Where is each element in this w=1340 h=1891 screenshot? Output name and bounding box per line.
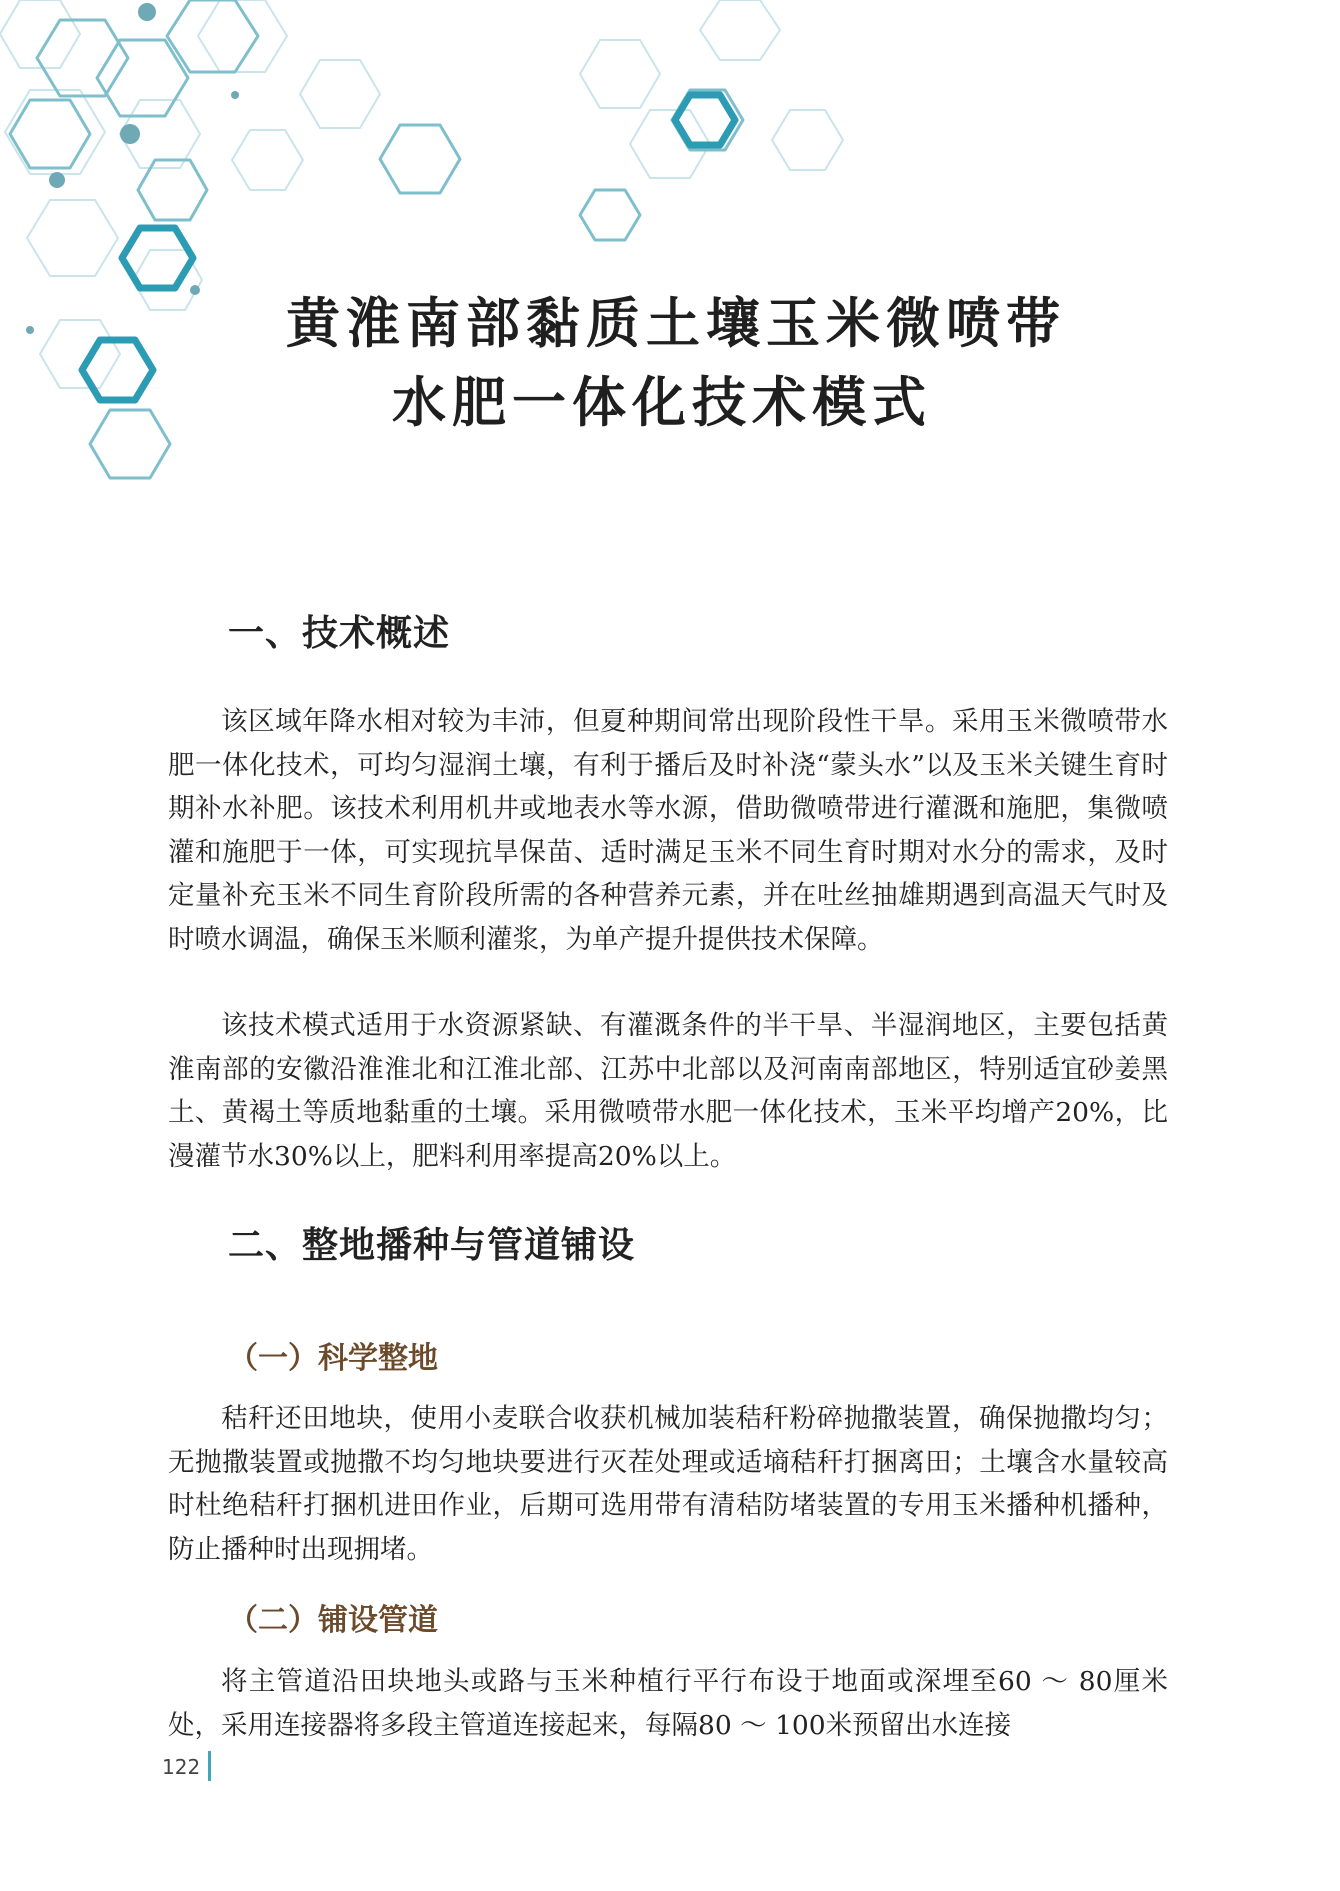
paragraph-land-prep: 秸秆还田地块，使用小麦联合收获机械加装秸秆粉碎抛撒装置，确保抛撒均匀；无抛撒装置或抛撒不均匀地块要进行灭茬处理或适墒秸秆打捆离田；土壤含水量较高时杜绝秸秆打捆机进田作业，后期可选用带有清秸防堵装置的专用玉米播种机播种，防止播种时出现拥堵。: [168, 1403, 1168, 1565]
paragraph-overview-2: 该技术模式适用于水资源紧缺、有灌溉条件的半干旱、半湿润地区，主要包括黄淮南部的安徽沿淮淮北和江淮北部、江苏中北部以及河南南部地区，特别适宜砂姜黑土、黄褐土等质地黏重的土壤。采用微喷带水肥一体化技术，玉米平均增产20%，比漫灌节水30%以上，肥料利用率提高20%以上。: [168, 1010, 1168, 1172]
subsection-heading-land-prep: （一）科学整地: [228, 1341, 438, 1376]
subsection-heading-pipe-laying: （二）铺设管道: [228, 1603, 438, 1638]
page-title-line-2: 水肥一体化技术模式: [392, 370, 932, 434]
paragraph-overview-1: 该区域年降水相对较为丰沛，但夏种期间常出现阶段性干旱。采用玉米微喷带水肥一体化技术，可均匀湿润土壤，有利于播后及时补浇“蒙头水”以及玉米关键生育时期补水补肥。该技术利用机井或地表水等水源，借助微喷带进行灌溉和施肥，集微喷灌和施肥于一体，可实现抗旱保苗、适时满足玉米不同生育时期对水分的需求，及时定量补充玉米不同生育阶段所需的各种营养元素，并在吐丝抽雄期遇到高温天气时及时喷水调温，确保玉米顺利灌浆，为单产提升提供技术保障。: [168, 706, 1168, 955]
page-title-line-1: 黄淮南部黏质土壤玉米微喷带: [286, 291, 1066, 355]
section-heading-sowing: 二、整地播种与管道铺设: [228, 1225, 636, 1266]
paragraph-pipe-laying: 将主管道沿田块地头或路与玉米种植行平行布设于地面或深埋至60 ～ 80厘米处，采用连接器将多段主管道连接起来，每隔80 ～ 100米预留出水连接: [168, 1666, 1168, 1741]
section-heading-overview: 一、技术概述: [228, 613, 451, 654]
hexagon-decoration: [0, 0, 1340, 560]
page-number: 122: [162, 1755, 201, 1779]
page-number-divider: [208, 1751, 211, 1781]
